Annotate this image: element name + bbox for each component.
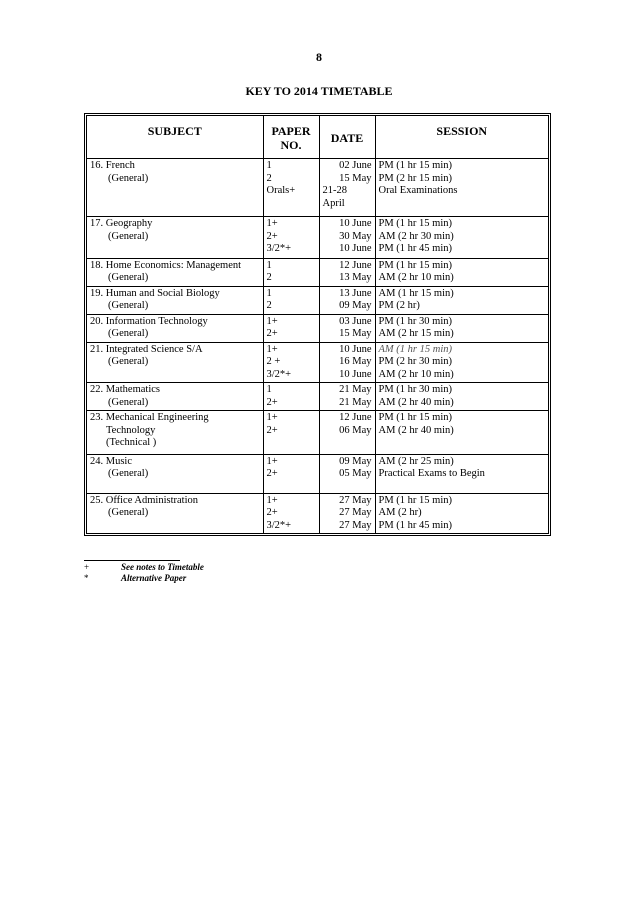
date-cell: 10 June 16 May 10 June	[319, 342, 375, 383]
header-subject: SUBJECT	[87, 116, 263, 159]
date-cell: 12 June 06 May	[319, 411, 375, 455]
timetable-key-table	[84, 113, 551, 536]
date-cell: 03 June 15 May	[319, 314, 375, 342]
table-row	[87, 314, 548, 342]
subject-cell: 21. Integrated Science S/A (General)	[87, 342, 263, 383]
table-row	[87, 286, 548, 314]
session-cell: PM (1 hr 30 min) AM (2 hr 15 min)	[375, 314, 548, 342]
subject-cell: 22. Mathematics (General)	[87, 383, 263, 411]
footnote-item: + See notes to Timetable	[84, 562, 204, 572]
table-row	[87, 383, 548, 411]
paper-no-cell: 1 2+	[263, 383, 319, 411]
table-header-row	[87, 116, 548, 159]
session-cell: PM (1 hr 15 min) AM (2 hr 40 min)	[375, 411, 548, 455]
date-cell: 21 May 21 May	[319, 383, 375, 411]
table-row	[87, 217, 548, 259]
footnote-item: * Alternative Paper	[84, 573, 187, 583]
paper-no-cell: 1 2 Orals+	[263, 159, 319, 217]
session-cell: PM (1 hr 15 min) PM (2 hr 15 min) Oral Examinations	[375, 159, 548, 217]
paper-no-cell: 1+ 2+	[263, 411, 319, 455]
session-cell: PM (1 hr 15 min) AM (2 hr) PM (1 hr 45 min)	[375, 493, 548, 533]
date-cell: 27 May 27 May 27 May	[319, 493, 375, 533]
session-cell: AM (2 hr 25 min) Practical Exams to Begin	[375, 454, 548, 493]
table-row	[87, 258, 548, 286]
date-cell: 09 May 05 May	[319, 454, 375, 493]
paper-no-cell: 1+ 2+	[263, 314, 319, 342]
session-cell: PM (1 hr 15 min) AM (2 hr 10 min)	[375, 258, 548, 286]
subject-cell: 18. Home Economics: Management (General)	[87, 258, 263, 286]
header-date: DATE	[319, 116, 375, 159]
date-cell: 13 June 09 May	[319, 286, 375, 314]
session-cell: PM (1 hr 15 min) AM (2 hr 30 min) PM (1 hr 45 min)	[375, 217, 548, 259]
table-row	[87, 411, 548, 455]
subject-cell: 23. Mechanical Engineering Technology (Technical )	[87, 411, 263, 455]
table-row	[87, 493, 548, 533]
paper-no-cell: 1+ 2 + 3/2*+	[263, 342, 319, 383]
paper-no-cell: 1+ 2+ 3/2*+	[263, 493, 319, 533]
subject-cell: 20. Information Technology (General)	[87, 314, 263, 342]
subject-cell: 24. Music (General)	[87, 454, 263, 493]
paper-no-cell: 1 2	[263, 258, 319, 286]
session-cell: AM (1 hr 15 min) PM (2 hr)	[375, 286, 548, 314]
subject-cell: 16. French (General)	[87, 159, 263, 217]
date-cell: 12 June 13 May	[319, 258, 375, 286]
subject-cell: 17. Geography (General)	[87, 217, 263, 259]
table-row	[87, 159, 548, 217]
table-row	[87, 454, 548, 493]
date-cell: 10 June 30 May 10 June	[319, 217, 375, 259]
page-number: 8	[316, 50, 322, 64]
document-title: KEY TO 2014 TIMETABLE	[245, 84, 393, 98]
header-session: SESSION	[375, 116, 548, 159]
session-cell: AM (1 hr 15 min) PM (2 hr 30 min) AM (2 hr 10 min)	[375, 342, 548, 383]
session-cell: PM (1 hr 30 min) AM (2 hr 40 min)	[375, 383, 548, 411]
paper-no-cell: 1+ 2+	[263, 454, 319, 493]
paper-no-cell: 1+ 2+ 3/2*+	[263, 217, 319, 259]
header-paper-no: PAPER NO.	[263, 116, 319, 159]
footnotes	[84, 562, 204, 584]
subject-cell: 19. Human and Social Biology (General)	[87, 286, 263, 314]
date-cell: 02 June 15 May 21-28 April	[319, 159, 375, 217]
table-row	[87, 342, 548, 383]
subject-cell: 25. Office Administration (General)	[87, 493, 263, 533]
footnote-rule	[84, 560, 180, 561]
paper-no-cell: 1 2	[263, 286, 319, 314]
